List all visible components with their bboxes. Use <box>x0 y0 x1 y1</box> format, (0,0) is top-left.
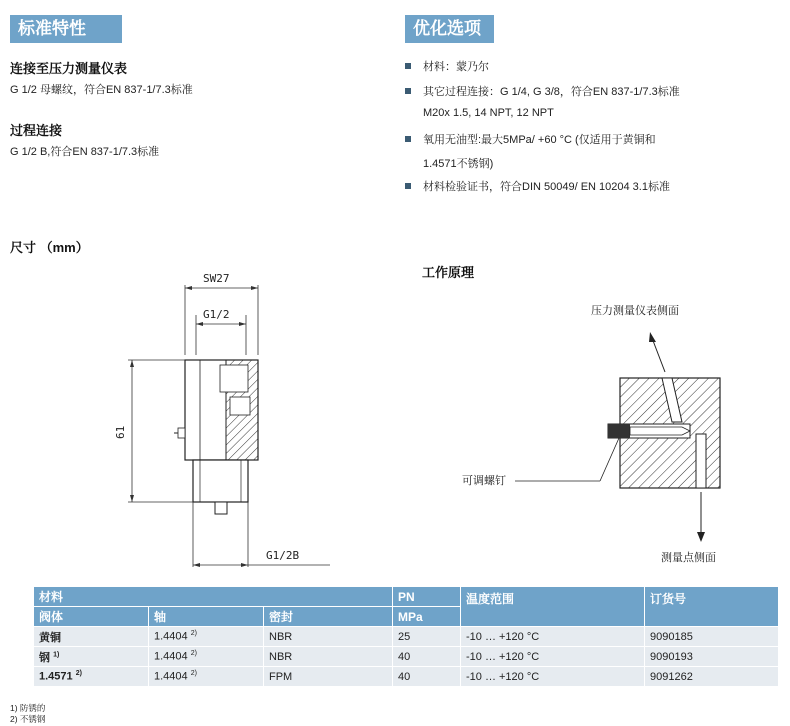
order-cell: 9090185 <box>645 627 779 647</box>
temp-header: 温度范围 <box>461 587 645 627</box>
body-col-header: 阀体 <box>34 607 149 627</box>
connection-title: 连接至压力测量仪表 <box>10 61 128 76</box>
process-connection-title: 过程连接 <box>10 123 63 138</box>
body-cell: 钢 $^{1)}$ <box>34 647 149 667</box>
option-item-continuation: 1.4571不锈钢) <box>423 158 494 170</box>
g-top-label: G1/2 <box>203 308 230 321</box>
order-cell: 9090193 <box>645 647 779 667</box>
temp-cell: -10 … +120 °C <box>461 627 645 647</box>
temp-cell: -10 … +120 °C <box>461 667 645 687</box>
pn-header: PN <box>393 587 461 607</box>
option-item: 材料检验证书，符合DIN 50049/ EN 10204 3.1标准 <box>423 181 670 193</box>
gauge-side-label: 压力测量仪表侧面 <box>591 305 679 317</box>
shaft-cell: 1.4404 $^{2)}$ <box>149 627 264 647</box>
unit-col-header: MPa <box>393 607 461 627</box>
body-cell: 1.4571 $^{2)}$ <box>34 667 149 687</box>
shaft-cell: 1.4404 $^{2)}$ <box>149 647 264 667</box>
footnote: 1) 防锈的 <box>10 703 46 713</box>
temp-cell: -10 … +120 °C <box>461 647 645 667</box>
sw-label: SW27 <box>203 272 230 285</box>
order-cell: 9091262 <box>645 667 779 687</box>
option-item-continuation: M20x 1.5, 14 NPT, 12 NPT <box>423 107 554 119</box>
table-header-row <box>34 587 779 607</box>
option-item: 材料：蒙乃尔 <box>423 61 489 73</box>
seal-cell: NBR <box>264 627 393 647</box>
seal-col-header: 密封 <box>264 607 393 627</box>
seal-cell: NBR <box>264 647 393 667</box>
dimensions-title: 尺寸 （mm） <box>10 240 89 255</box>
table-row <box>34 647 779 667</box>
standard-features-header: 标准特性 <box>10 15 122 43</box>
table-row <box>34 627 779 647</box>
bullet-icon <box>405 63 411 69</box>
principle-title: 工作原理 <box>422 265 475 280</box>
table-row <box>34 667 779 687</box>
adjusting-screw-label: 可调螺钉 <box>462 475 506 487</box>
bullet-icon <box>405 183 411 189</box>
dimension-drawing <box>0 255 360 575</box>
measuring-point-label: 测量点侧面 <box>661 552 716 564</box>
height-label: 61 <box>114 425 127 439</box>
shaft-cell: 1.4404 $^{2)}$ <box>149 667 264 687</box>
g-bottom-label: G1/2B <box>266 549 300 562</box>
materials-table <box>33 586 779 687</box>
body-cell: 黄铜 <box>34 627 149 647</box>
bullet-icon <box>405 88 411 94</box>
principle-diagram <box>420 310 750 560</box>
process-connection-text: G 1/2 B,符合EN 837-1/7.3标准 <box>10 146 160 158</box>
order-header: 订货号 <box>645 587 779 627</box>
seal-cell: FPM <box>264 667 393 687</box>
pn-cell: 40 <box>393 667 461 687</box>
material-group-header: 材料 <box>34 587 393 607</box>
option-item: 其它过程连接：G 1/4, G 3/8，符合EN 837-1/7.3标准 <box>423 86 680 98</box>
options-header: 优化选项 <box>405 15 494 43</box>
pn-cell: 25 <box>393 627 461 647</box>
footnote: 2) 不锈钢 <box>10 714 46 724</box>
shaft-col-header: 轴 <box>149 607 264 627</box>
connection-text: G 1/2 母螺纹，符合EN 837-1/7.3标准 <box>10 84 193 96</box>
option-item: 氧用无油型:最大5MPa/ +60 °C (仅适用于黄铜和 <box>423 134 656 146</box>
pn-cell: 40 <box>393 647 461 667</box>
bullet-icon <box>405 136 411 142</box>
